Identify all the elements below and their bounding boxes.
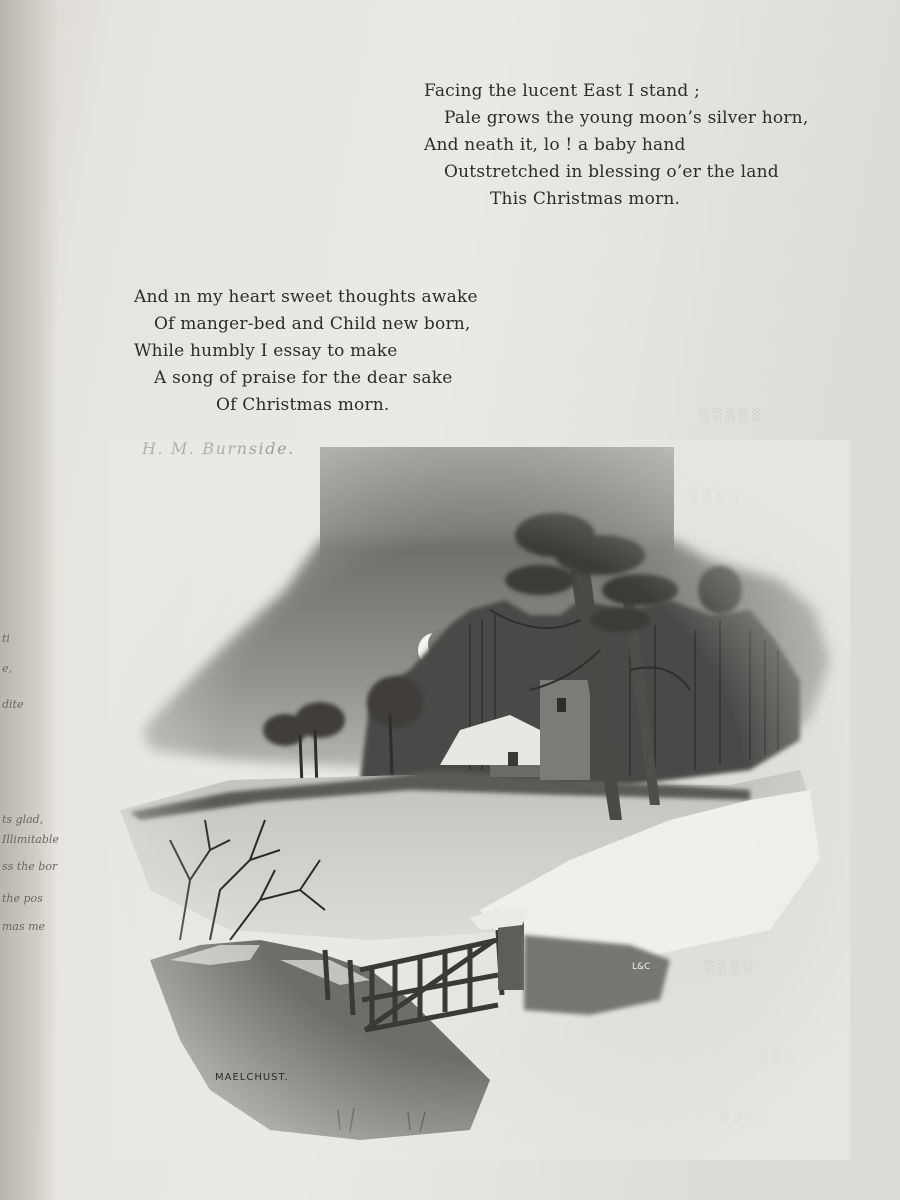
gutter-text: mas me [2, 920, 46, 933]
poem-line: And ın my heart sweet thoughts awake [134, 287, 478, 307]
gutter-text: ss the bor [2, 860, 58, 873]
poem-stanza-1 [424, 78, 808, 213]
illustrator-monogram: L&C [632, 962, 651, 972]
poem-line: Of Christmas morn. [216, 395, 390, 415]
gutter-text: ti [2, 632, 10, 645]
poem-line: Outstretched in blessing o’er the land [444, 162, 779, 182]
poem-line: A song of praise for the dear sake [154, 368, 453, 388]
poem-line: This Christmas morn. [490, 189, 681, 209]
gutter-text: ts glad, [2, 813, 44, 826]
gutter-text: Illimitable [2, 833, 59, 846]
vignette-fade [110, 440, 850, 1160]
gutter-text: e, [2, 662, 13, 675]
gutter-text: dite [2, 698, 24, 711]
facing-page-gutter [0, 0, 58, 1200]
poem-line: While humbly I essay to make [134, 341, 398, 361]
poem-line: And neath it, lo ! a baby hand [424, 135, 686, 155]
poem-stanza-2 [134, 284, 478, 419]
poem-line: Pale grows the young moon’s silver horn, [444, 108, 809, 128]
book-page: ti e, dite ts glad, Illimitable ss the bor the pos mas me Facing the lucent East I stand ; Pale grows the young moon’s silver horn, And neath it, lo ! a baby hand Outstretched in blessing o’er the land This Christmas morn. And ın my heart sweet thoughts awake Of manger-bed and Child new born, While humbly I essay to make A song of praise for the dear sake Of Christmas morn. ░ ░ ░ ░ ░ L&C MAELCHUST. [0, 0, 900, 1200]
poem-line: Of manger-bed and Child new born, [154, 314, 471, 334]
poem-line: Facing the lucent East I stand ; [424, 81, 701, 101]
artist-signature: MAELCHUST. [215, 1072, 289, 1083]
winter-landscape-illustration [110, 440, 850, 1160]
gutter-text: the pos [2, 892, 43, 905]
